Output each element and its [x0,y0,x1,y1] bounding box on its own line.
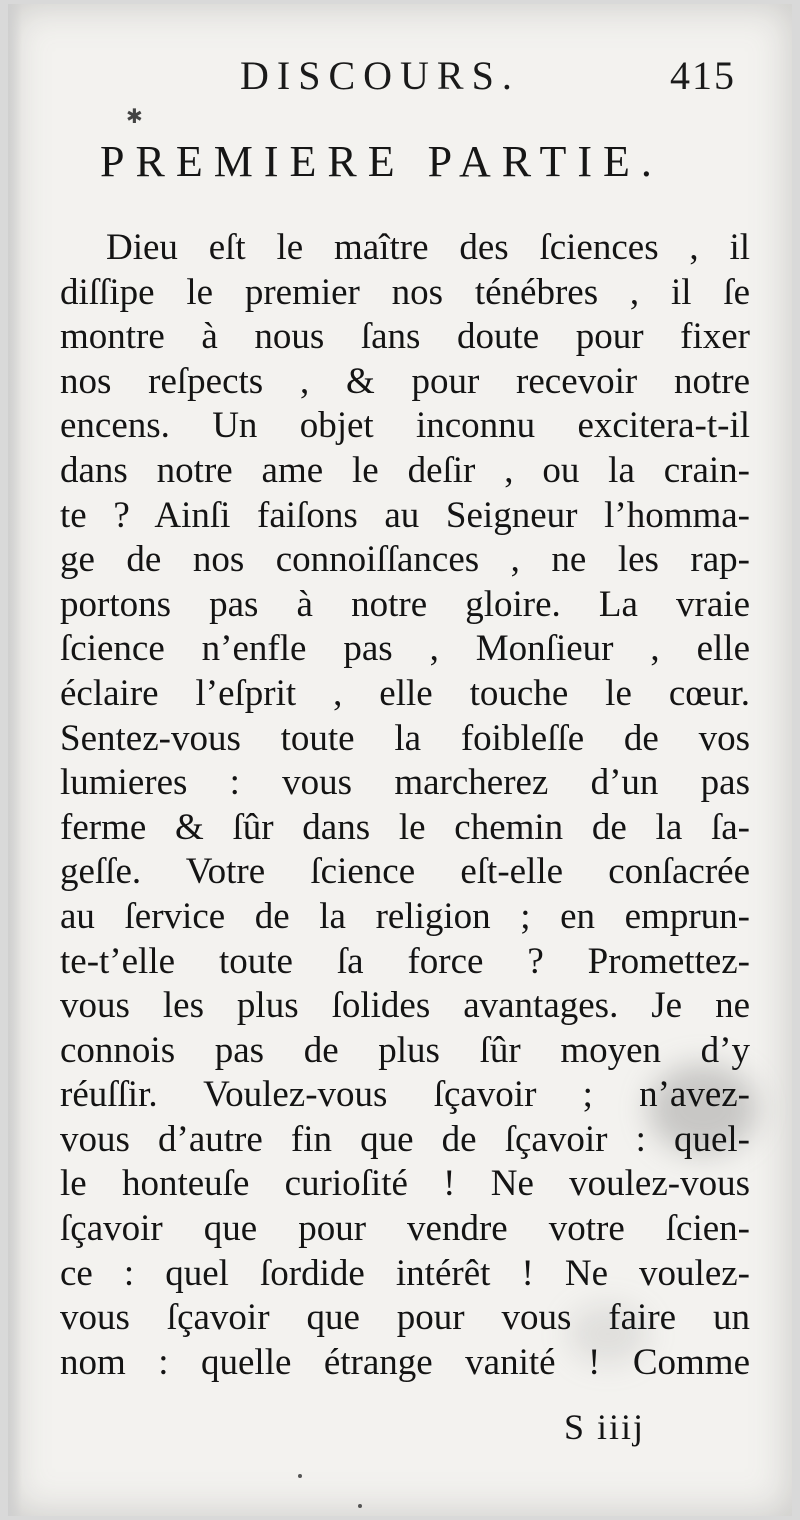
text-line: Sentez-vous toute la foibleſſe de vos [60,717,750,759]
book-page [8,4,792,1516]
text-line: diſſipe le premier nos ténébres , il ſe [60,271,750,313]
text-line: réuſſir. Voulez-vous ſçavoir ; n’avez- [60,1074,750,1116]
text-line: Dieu eſt le maître des ſciences , il [106,227,750,268]
printer-ornament-icon: ✱ [126,106,143,128]
text-line: ge de nos connoiſſances , ne les rap- [60,539,750,581]
text-line: te ? Ainſi faiſons au Seigneur l’homma- [60,494,750,536]
text-line: vous ſçavoir que pour vous faire un [60,1297,750,1339]
text-line: connois pas de plus ſûr moyen d’y [60,1029,750,1071]
text-line: portons pas à notre gloire. La vraie [60,583,750,625]
text-line: te-t’elle toute ſa force ? Promettez- [60,940,750,982]
signature-mark: S iiij [564,1407,646,1447]
text-line: ferme & ſûr dans le chemin de la ſa- [60,806,750,848]
text-line: dans notre ame le deſir , ou la crain- [60,449,750,491]
text-line: lumieres : vous marcherez d’un pas [60,762,750,804]
text-line: encens. Un objet inconnu excitera-t-il [60,405,750,447]
print-speck [298,1474,302,1478]
print-speck [358,1504,362,1508]
text-line: ſcience n’enfle pas , Monſieur , elle [60,628,750,670]
page-number: 415 [670,53,736,98]
text-line: nos reſpects , & pour recevoir notre [60,360,750,402]
section-title: PREMIERE PARTIE. [100,137,663,186]
text-line: nom : quelle étrange vanité ! Comme [60,1341,750,1383]
text-line: le honteuſe curioſité ! Ne voulez-vous [60,1163,750,1205]
text-line: vous d’autre fin que de ſçavoir : quel- [60,1118,750,1160]
text-line: ſçavoir que pour vendre votre ſcien- [60,1208,750,1250]
text-line: au ſervice de la religion ; en emprun- [60,895,750,937]
text-line: éclaire l’eſprit , elle touche le cœur. [60,672,750,714]
text-line: vous les plus ſolides avantages. Je ne [60,985,750,1027]
page-gutter-shadow [8,4,22,1516]
page-header [8,52,792,102]
running-head: DISCOURS. [240,53,520,98]
text-line: geſſe. Votre ſcience eſt-elle conſacrée [60,851,750,893]
body-paragraph [60,226,750,1385]
text-line: ce : quel ſordide intérêt ! Ne voulez- [60,1252,750,1294]
text-line: montre à nous ſans doute pour fixer [60,316,750,358]
